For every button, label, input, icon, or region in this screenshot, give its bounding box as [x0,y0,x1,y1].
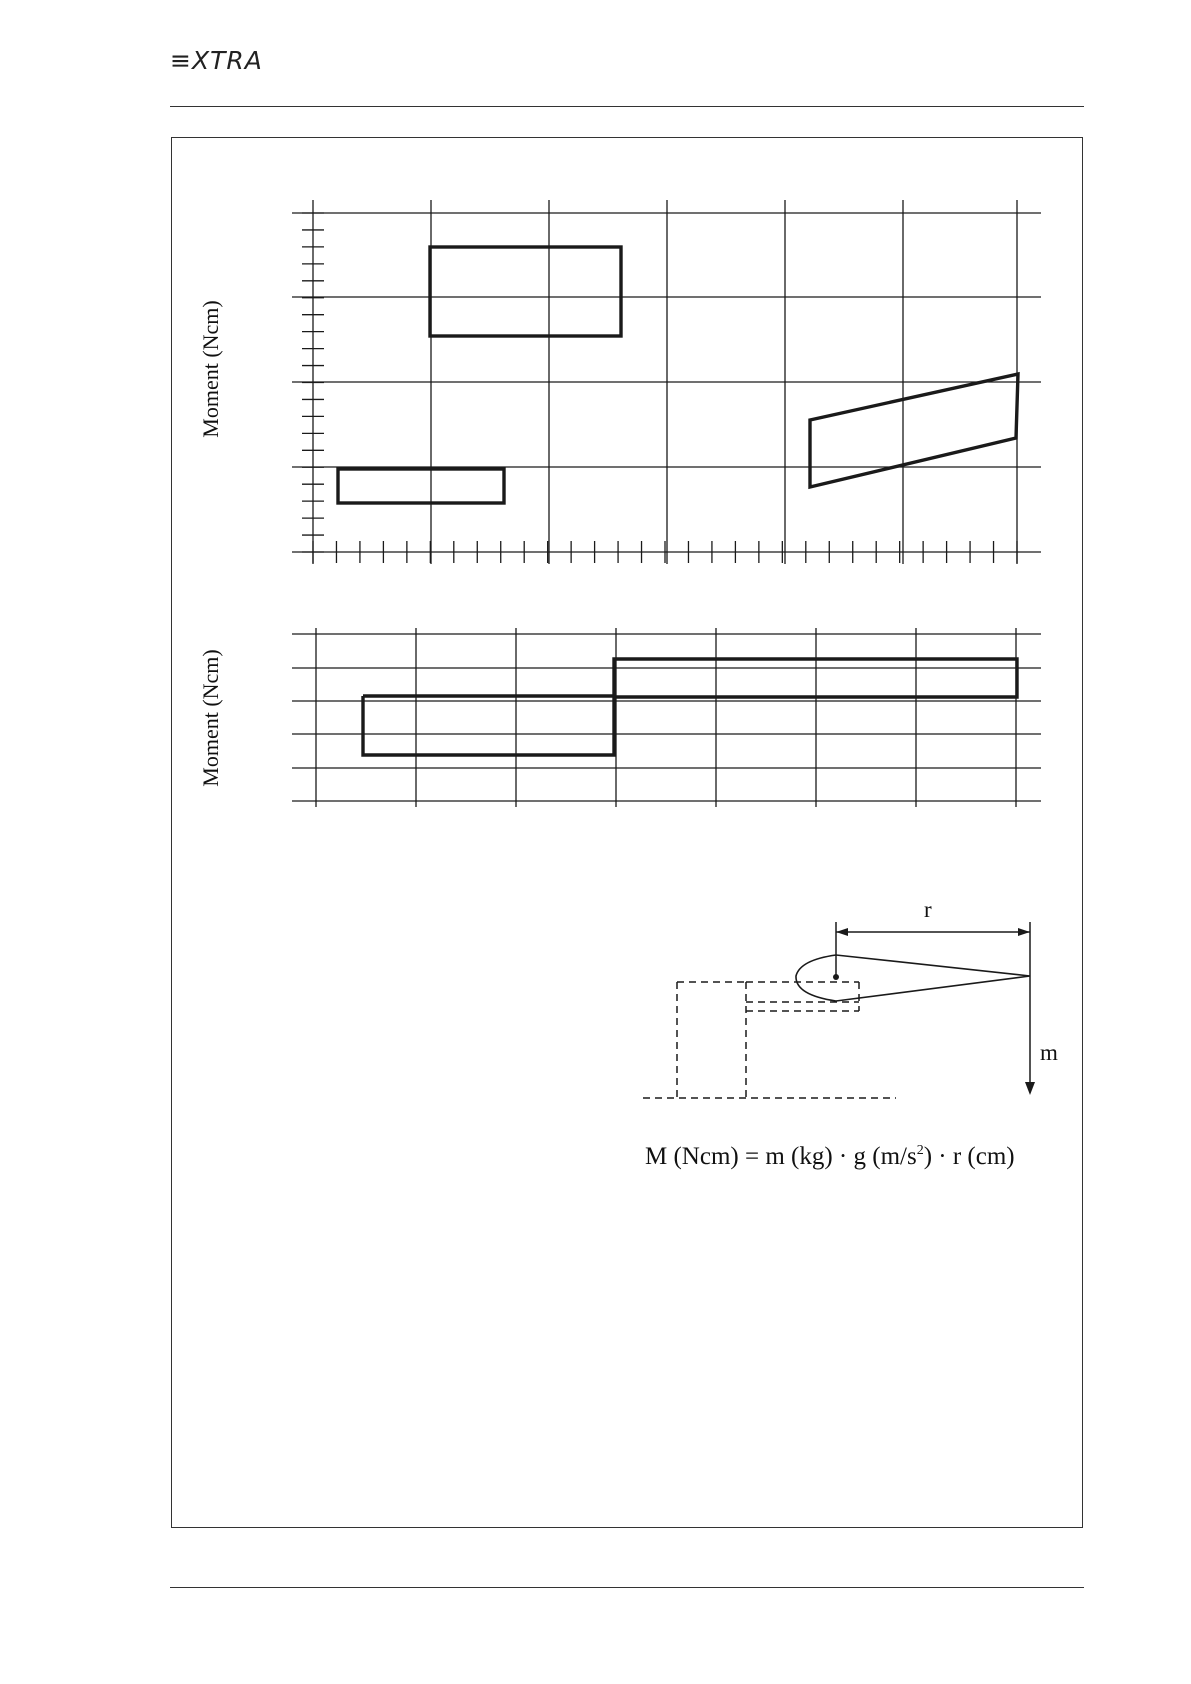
control-surface-profile [796,955,1030,1001]
top-chart-grid [292,200,1041,564]
bottom-chart-grid [292,628,1041,807]
dashed-support [643,982,896,1098]
moment-rect-upper [430,247,621,336]
equation-exponent: 2 [916,1143,924,1158]
top-chart [292,200,1041,564]
bottom-chart-shapes [363,659,1017,755]
y-axis-label-bottom-chart: Moment (Ncm) [198,649,223,787]
top-chart-shapes [338,247,1018,503]
bottom-chart [292,628,1041,807]
r-arrow-right [1018,928,1030,936]
y-axis-label-top-chart: Moment (Ncm) [198,300,223,438]
r-label: r [924,897,932,922]
control-surface-diagram [643,922,1035,1098]
r-arrow-left [836,928,848,936]
equation-part-1: M (Ncm) = m (kg) · g (m/s [645,1143,917,1170]
m-label: m [1040,1040,1058,1065]
moment-parallelogram [810,374,1018,487]
moment-rect-lower [338,469,504,503]
top-chart-ticks [302,213,1017,563]
equation-part-2: ) · r (cm) [923,1143,1015,1170]
moment-step-band [363,659,1017,755]
extra-logo: ≡XTRA [170,46,263,75]
m-arrow-head [1025,1082,1035,1095]
moment-equation [645,1143,1015,1171]
